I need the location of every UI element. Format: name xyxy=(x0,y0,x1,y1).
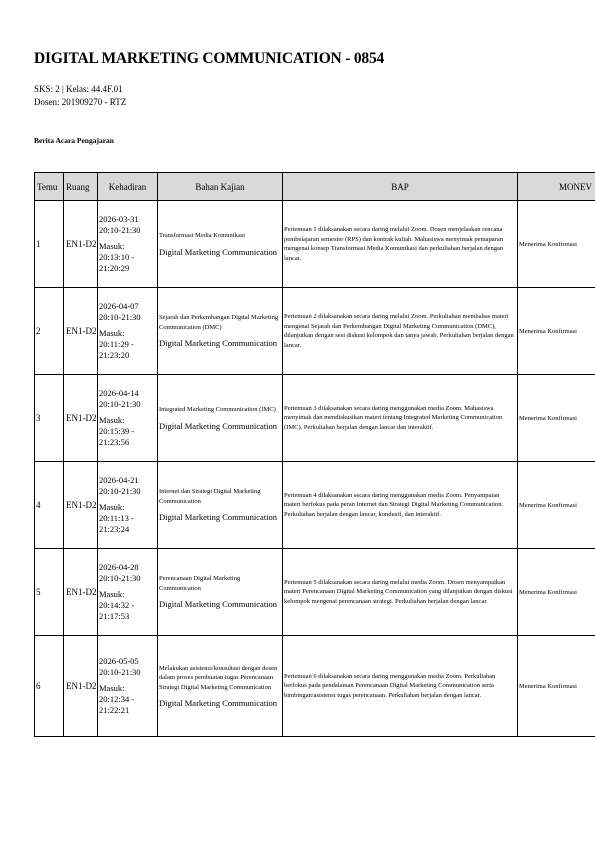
cell-temu: 4 xyxy=(35,462,64,549)
header-bahan-kajian: Bahan Kajian xyxy=(158,173,283,201)
cell-bahan-kajian xyxy=(158,201,283,288)
cell-bahan-kajian xyxy=(158,288,283,375)
cell-ruang: EN1-D2 xyxy=(64,288,98,375)
bahan-kajian-mk: Digital Marketing Communication xyxy=(159,599,278,610)
cell-bap: Pertemuan 3 dilaksanakan secara daring menggunakan media Zoom. Mahasiswa menyimak dan mendiskusikan materi tentang Integrated Marketing Communication (IMC). Perkuliahan berjalan dengan lancar dan interaktif. xyxy=(283,375,518,462)
cell-bap: Pertemuan 4 dilaksanakan secara daring menggunakan media Zoom. Penyampaian materi berfokus pada peran Internet dan Strategi Digital Marketing Communication. Perkuliahan berjalan dengan lancar, kondusif, dan interaktif. xyxy=(283,462,518,549)
table-row xyxy=(35,549,595,636)
bahan-kajian-topik: Melakukan asistensi/konsultasi dengan dosen dalam proses pembuatan tugas Perencanaan Strategi Digital Marketing Communication xyxy=(159,664,278,691)
cell-monev: Menerima Konfirmasi xyxy=(518,549,595,636)
header-ruang: Ruang xyxy=(64,173,98,201)
cell-bahan-kajian xyxy=(158,549,283,636)
kehadiran-masuk-waktu: 20:13:10 - 21:20:29 xyxy=(99,252,135,273)
cell-ruang: EN1-D2 xyxy=(64,462,98,549)
table-row xyxy=(35,288,595,375)
kehadiran-tanggal: 2026-04-14 xyxy=(99,388,139,398)
cell-bahan-kajian xyxy=(158,636,283,737)
cell-temu: 6 xyxy=(35,636,64,737)
cell-monev: Menerima Konfirmasi xyxy=(518,636,595,737)
table-row xyxy=(35,375,595,462)
header-kehadiran: Kehadiran xyxy=(98,173,158,201)
header-monev: MONEV xyxy=(518,173,595,201)
kehadiran-masuk-label: Masuk: xyxy=(99,589,125,599)
bahan-kajian-topik: Integrated Marketing Communication (IMC) xyxy=(159,406,276,413)
kehadiran-masuk-waktu: 20:11:13 - 21:23:24 xyxy=(99,513,134,534)
kehadiran-tanggal: 2026-04-28 xyxy=(99,562,139,572)
document-title: DIGITAL MARKETING COMMUNICATION - 0854 xyxy=(34,50,385,67)
kehadiran-masuk-waktu: 20:15:39 - 21:23:56 xyxy=(99,426,135,447)
cell-temu: 2 xyxy=(35,288,64,375)
section-label: Berita Acara Pengajaran xyxy=(34,136,114,145)
cell-bap: Pertemuan 1 dilaksanakan secara daring melalui Zoom. Dosen menjelaskan rencana pembelajaran semester (RPS) dan kontrak kuliah. Mahasiswa menyimak pemaparan mengenai konsep Transformasi Media Komunikasi dan perkuliahan berjalan dengan lancar. xyxy=(283,201,518,288)
kehadiran-jadwal: 20:10-21:30 xyxy=(99,399,141,409)
bahan-kajian-mk: Digital Marketing Communication xyxy=(159,512,278,523)
cell-temu: 3 xyxy=(35,375,64,462)
bap-table xyxy=(34,172,595,737)
table-header-row xyxy=(35,173,595,201)
kehadiran-jadwal: 20:10-21:30 xyxy=(99,312,141,322)
bahan-kajian-mk: Digital Marketing Communication xyxy=(159,246,278,257)
cell-monev: Menerima Konfirmasi xyxy=(518,201,595,288)
cell-monev: Menerima Konfirmasi xyxy=(518,462,595,549)
cell-bap: Pertemuan 2 dilaksanakan secara daring melalui Zoom. Perkuliahan membahas materi mengenai Sejarah dan Perkembangan Digital Marketing Communication (DMC), dilanjutkan dengan sesi diskusi kelompok dan tanya jawab. Perkuliahan berjalan dengan lancar. xyxy=(283,288,518,375)
cell-monev: Menerima Konfirmasi xyxy=(518,288,595,375)
kehadiran-tanggal: 2026-03-31 xyxy=(99,214,139,224)
cell-kehadiran xyxy=(98,462,158,549)
cell-bap: Pertemuan 5 dilaksanakan secara daring melalui media Zoom. Dosen menyampaikan materi Perencanaan Digital Marketing Communication yang dilanjutkan dengan diskusi kelompok mengenai perencanaan strategi. Perkuliahan berjalan dengan lancar. xyxy=(283,549,518,636)
kehadiran-masuk-label: Masuk: xyxy=(99,683,125,693)
kehadiran-jadwal: 20:10-21:30 xyxy=(99,573,141,583)
bahan-kajian-mk: Digital Marketing Communication xyxy=(159,338,278,349)
kehadiran-jadwal: 20:10-21:30 xyxy=(99,667,141,677)
kehadiran-masuk-label: Masuk: xyxy=(99,502,125,512)
header-temu: Temu xyxy=(35,173,64,201)
cell-bahan-kajian xyxy=(158,375,283,462)
kehadiran-masuk-label: Masuk: xyxy=(99,328,125,338)
cell-temu: 5 xyxy=(35,549,64,636)
cell-ruang: EN1-D2 xyxy=(64,375,98,462)
cell-ruang: EN1-D2 xyxy=(64,549,98,636)
cell-bap: Pertemuan 6 dilaksanakan secara daring menggunakan media Zoom. Perkuliahan berfokus pada pendalaman Perencanaan Digital Marketing Communication serta bimbingan/asistensi tugas perencanaan. Perkuliahan berjalan dengan lancar. xyxy=(283,636,518,737)
table-row xyxy=(35,636,595,737)
cell-monev: Menerima Konfirmasi xyxy=(518,375,595,462)
bahan-kajian-topik: Sejarah dan Perkembangan Digital Marketing Communication (DMC) xyxy=(159,314,279,331)
cell-ruang: EN1-D2 xyxy=(64,201,98,288)
kehadiran-masuk-label: Masuk: xyxy=(99,241,125,251)
table-row xyxy=(35,462,595,549)
kehadiran-jadwal: 20:10-21:30 xyxy=(99,225,141,235)
kehadiran-masuk-label: Masuk: xyxy=(99,415,125,425)
kehadiran-tanggal: 2026-04-21 xyxy=(99,475,139,485)
kehadiran-jadwal: 20:10-21:30 xyxy=(99,486,141,496)
table-row xyxy=(35,201,595,288)
sks-kelas-line: SKS: 2 | Kelas: 44.4F.01 xyxy=(34,84,123,94)
bahan-kajian-topik: Internet dan Strategi Digital Marketing Communication xyxy=(159,488,261,505)
cell-bahan-kajian xyxy=(158,462,283,549)
kehadiran-masuk-waktu: 20:11:29 - 21:23:20 xyxy=(99,339,134,360)
bahan-kajian-topik: Perencanaan Digital Marketing Communication xyxy=(159,575,241,592)
cell-kehadiran xyxy=(98,288,158,375)
kehadiran-tanggal: 2026-05-05 xyxy=(99,656,139,666)
cell-kehadiran xyxy=(98,549,158,636)
cell-kehadiran xyxy=(98,636,158,737)
cell-kehadiran xyxy=(98,201,158,288)
kehadiran-masuk-waktu: 20:12:34 - 21:22:21 xyxy=(99,694,135,715)
dosen-line: Dosen: 201909270 - RTZ xyxy=(34,97,127,107)
bahan-kajian-topik: Transformasi Media Komunikasi xyxy=(159,232,246,239)
bahan-kajian-mk: Digital Marketing Communication xyxy=(159,420,278,431)
cell-temu: 1 xyxy=(35,201,64,288)
header-bap: BAP xyxy=(283,173,518,201)
kehadiran-masuk-waktu: 20:14:32 - 21:17:53 xyxy=(99,600,135,621)
cell-kehadiran xyxy=(98,375,158,462)
bahan-kajian-mk: Digital Marketing Communication xyxy=(159,698,278,708)
cell-ruang: EN1-D2 xyxy=(64,636,98,737)
kehadiran-tanggal: 2026-04-07 xyxy=(99,301,139,311)
